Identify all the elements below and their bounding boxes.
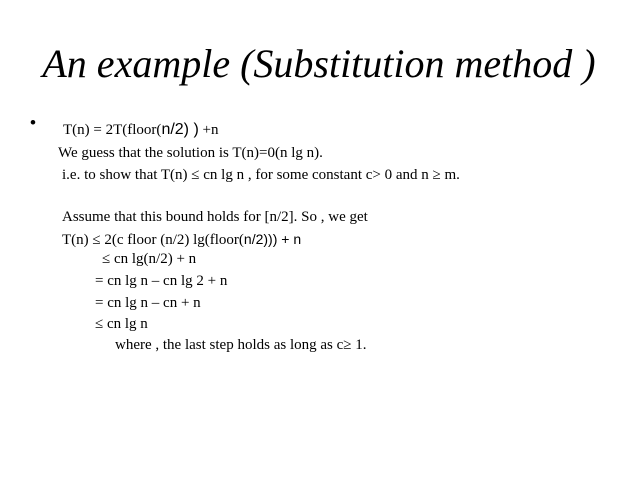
bullet-icon: • bbox=[30, 113, 36, 132]
assumption-line: Assume that this bound holds for [n/2]. So , we get bbox=[62, 209, 368, 225]
derivation-step-3: = cn lg n – cn lg 2 + n bbox=[95, 273, 228, 289]
derivation-step-2: ≤ cn lg(n/2) + n bbox=[102, 251, 197, 267]
derivation-step-1 bbox=[62, 230, 301, 249]
derivation-step-1-prefix: T(n) ≤ 2(c floor (n/2) lg(floor( bbox=[62, 232, 244, 248]
recurrence-suffix: +n bbox=[198, 122, 219, 138]
derivation-step-5: ≤ cn lg n bbox=[95, 316, 148, 332]
recurrence-prefix: T(n) = 2T(floor( bbox=[63, 122, 162, 138]
slide-title: An example (Substitution method ) bbox=[42, 41, 596, 86]
goal-line: i.e. to show that T(n) ≤ cn lg n , for some constant c> 0 and n ≥ m. bbox=[62, 167, 460, 183]
derivation-step-4: = cn lg n – cn + n bbox=[95, 295, 201, 311]
recurrence-mid: n/2) ) bbox=[161, 121, 199, 138]
condition-line: where , the last step holds as long as c≥ 1. bbox=[115, 337, 367, 353]
derivation-step-1-suffix: n/2))) + n bbox=[243, 231, 302, 247]
recurrence-line bbox=[63, 121, 219, 139]
guess-line: We guess that the solution is T(n)=0(n lg n). bbox=[58, 145, 323, 161]
